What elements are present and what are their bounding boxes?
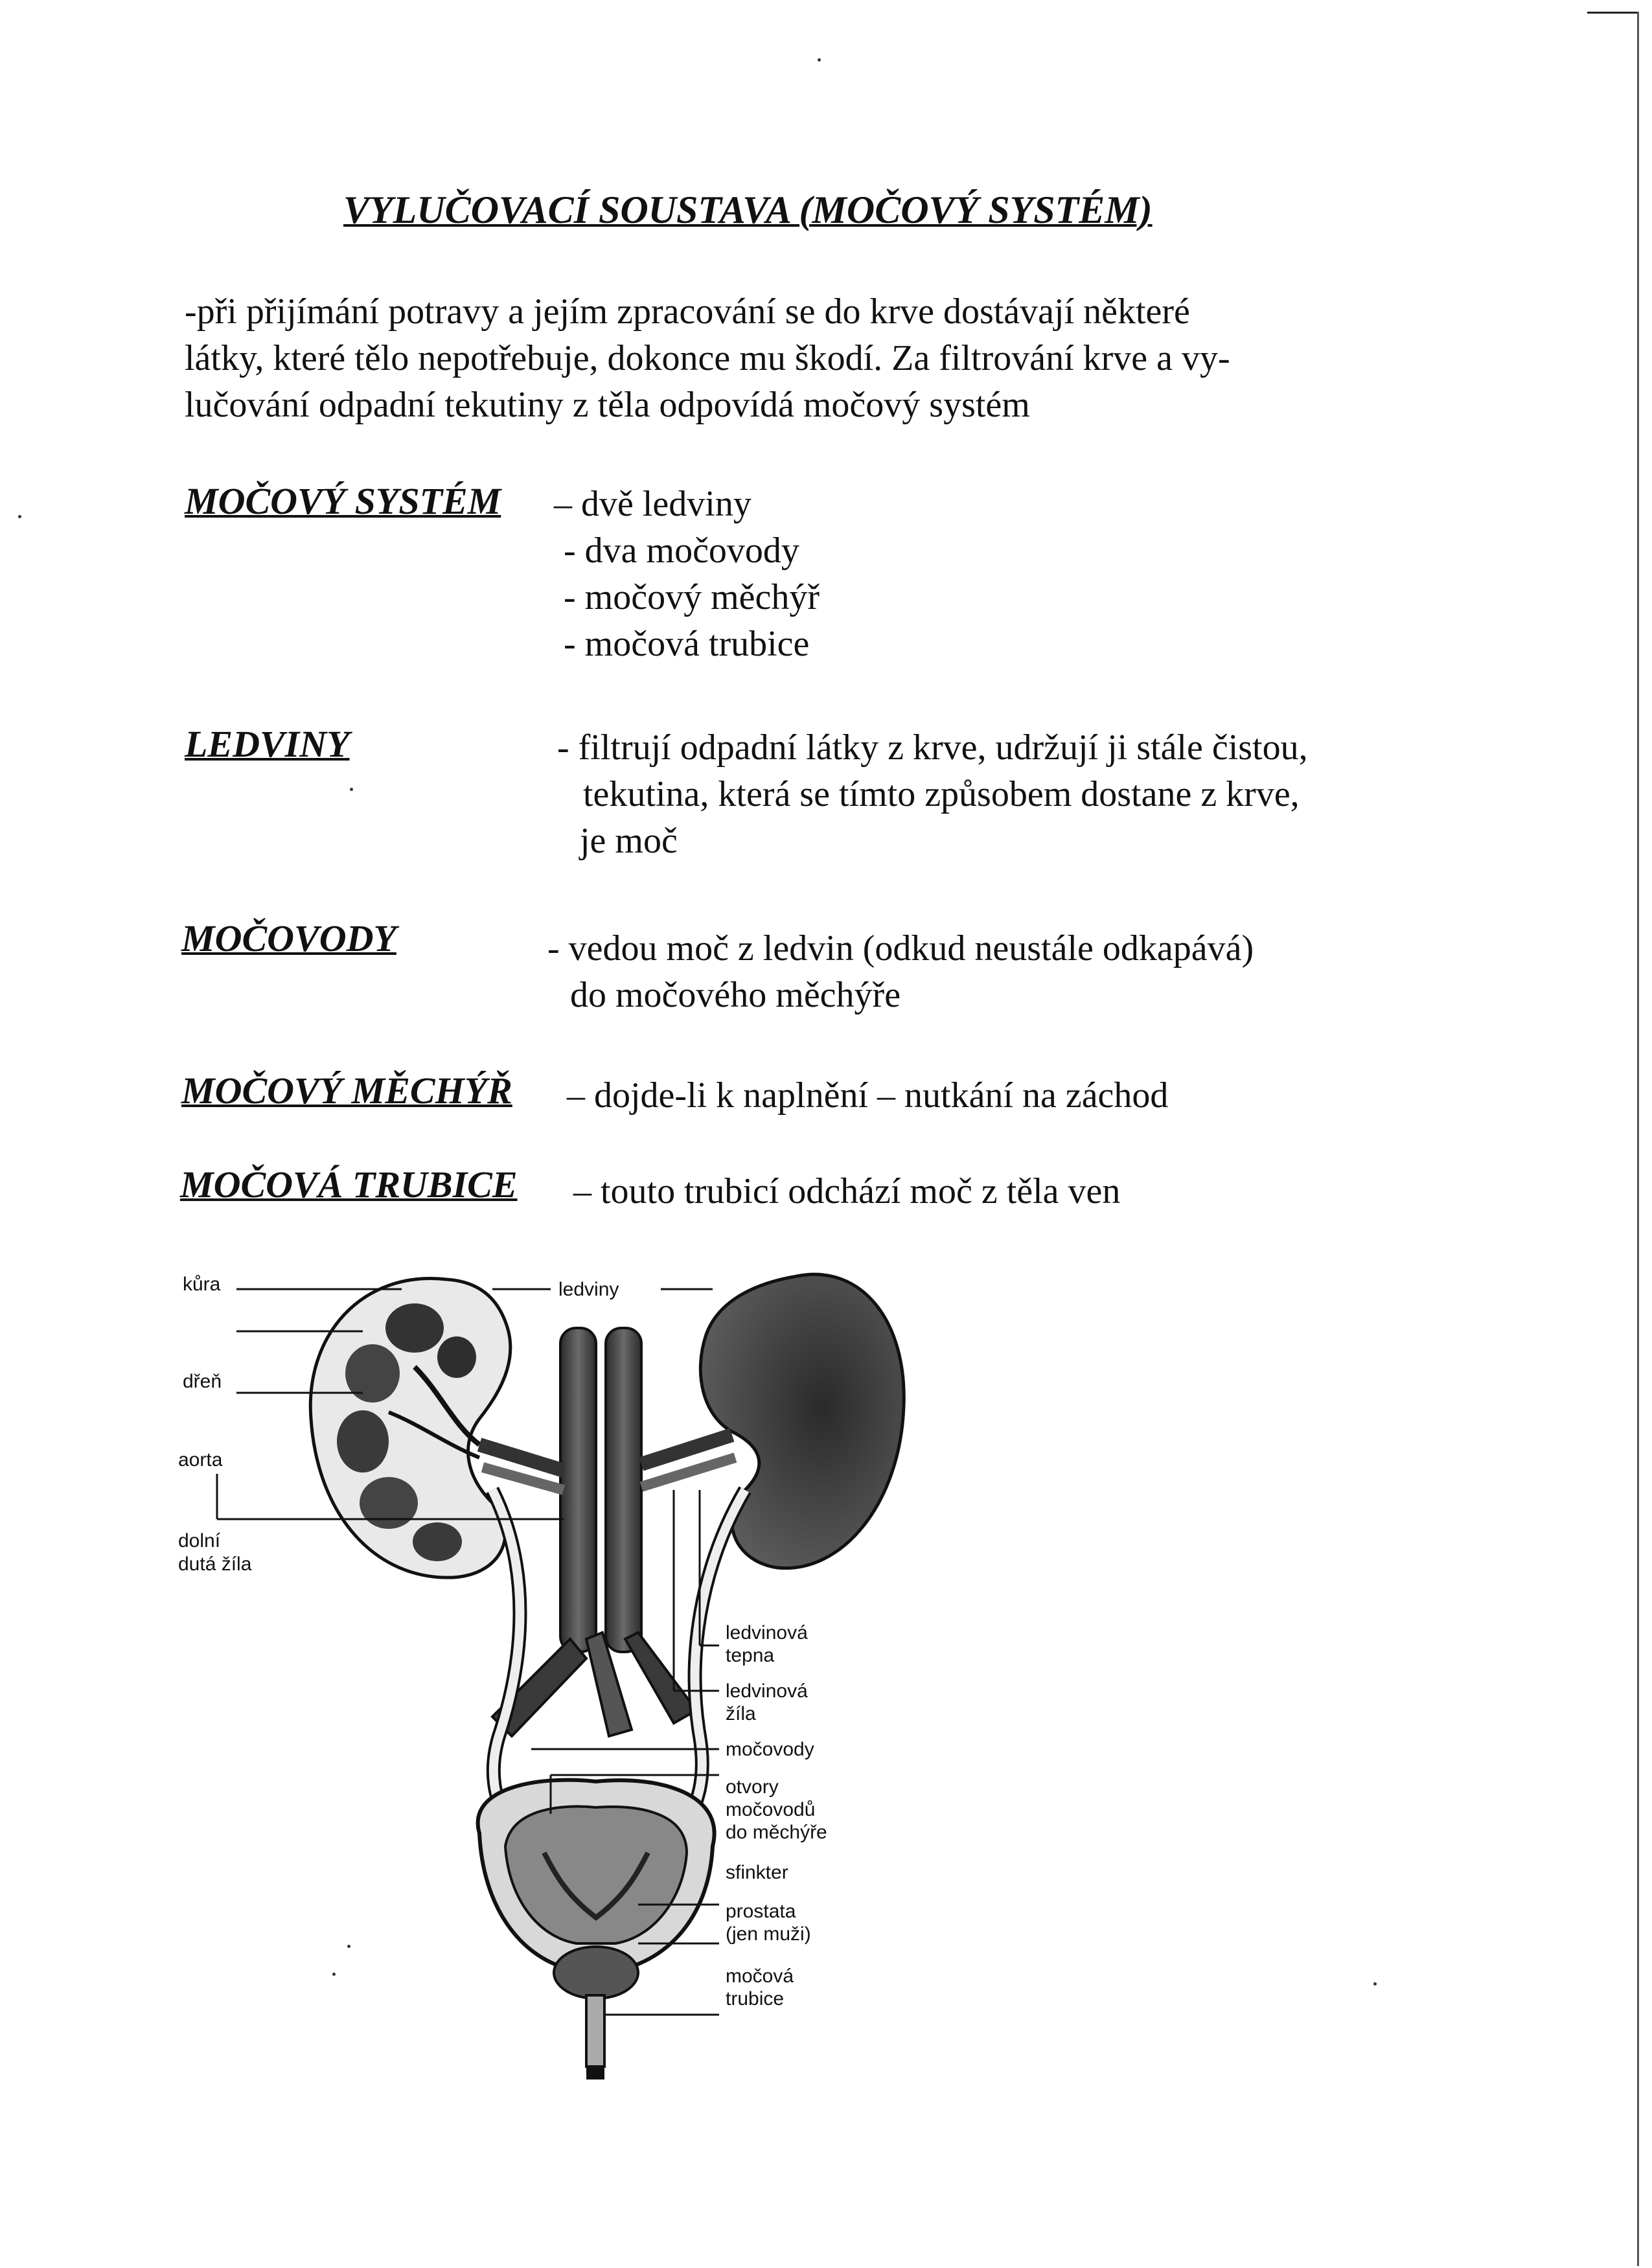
label-ledvinova-tepna-2: tepna — [726, 1645, 775, 1666]
description-line: je moč — [580, 821, 678, 861]
intro-line: -při přijímání potravy a jejím zpracování se do krve dostávají některé — [185, 292, 1190, 332]
list-item: - močová trubice — [564, 624, 810, 664]
label-mocova-trubice-1: močová — [726, 1965, 794, 1987]
label-sfinkter: sfinkter — [726, 1862, 788, 1883]
label-otvory-3: do měchýře — [726, 1822, 827, 1843]
label-mocovody: močovody — [726, 1739, 814, 1760]
mocovody-description — [547, 925, 1254, 1018]
label-dren: dřeň — [183, 1371, 222, 1392]
label-ledviny: ledviny — [558, 1279, 619, 1300]
list-item: - dva močovody — [564, 531, 799, 571]
label-dolni: dolní — [178, 1530, 221, 1552]
label-duta-zila: dutá žíla — [178, 1553, 252, 1575]
term-mocovy-system: MOČOVÝ SYSTÉM — [185, 480, 501, 522]
description-line: - filtrují odpadní látky z krve, udržují ji stále čistou, — [557, 727, 1308, 768]
label-kura: kůra — [183, 1274, 221, 1295]
term-mocova-trubice: MOČOVÁ TRUBICE — [180, 1163, 518, 1206]
label-otvory-2: močovodů — [726, 1799, 816, 1820]
label-ledvinova-zila-1: ledvinová — [726, 1680, 808, 1702]
description-line: - vedou moč z ledvin (odkud neustále odkapává) — [547, 928, 1254, 968]
scan-edge-top-line — [1587, 12, 1639, 14]
term-ledviny: LEDVINY — [185, 723, 350, 765]
label-prostata-1: prostata — [726, 1901, 796, 1922]
ledviny-description — [557, 724, 1308, 864]
label-ledvinova-tepna-1: ledvinová — [726, 1622, 808, 1644]
term-mocovy-mechyr: MOČOVÝ MĚCHÝŘ — [181, 1070, 512, 1112]
term-mocovody: MOČOVODY — [181, 917, 396, 959]
urinary-bladder — [478, 1780, 715, 2079]
mocova-trubice-description: – touto trubicí odchází moč z těla ven — [573, 1171, 1121, 1211]
intro-paragraph — [185, 288, 1448, 428]
list-item: – dvě ledviny — [554, 484, 751, 524]
label-mocova-trubice-2: trubice — [726, 1988, 785, 2010]
scan-speck — [818, 58, 821, 62]
scan-speck — [350, 788, 353, 791]
mocovy-system-list — [554, 481, 820, 667]
intro-line: látky, které tělo nepotřebuje, dokonce mu škodí. Za filtrování krve a vy- — [185, 338, 1230, 378]
label-prostata-2: (jen muži) — [726, 1923, 811, 1945]
page-title: VYLUČOVACÍ SOUSTAVA (MOČOVÝ SYSTÉM) — [343, 189, 1153, 231]
list-item: - močový měchýř — [564, 577, 820, 617]
label-ledvinova-zila-2: žíla — [726, 1703, 756, 1724]
description-line: do močového měchýře — [570, 975, 901, 1015]
label-aorta: aorta — [178, 1449, 223, 1471]
label-otvory-1: otvory — [726, 1776, 779, 1798]
aorta-and-vena-cava — [492, 1328, 696, 1736]
intro-line: lučování odpadní tekutiny z těla odpovídá močový systém — [185, 385, 1030, 425]
scan-speck — [18, 515, 21, 518]
left-kidney-cross-section — [310, 1279, 511, 1578]
mocovy-mechyr-description: – dojde-li k naplnění – nutkání na záchod — [567, 1075, 1169, 1116]
description-line: tekutina, která se tímto způsobem dostane z krve, — [583, 774, 1300, 814]
urinary-system-diagram — [0, 1218, 1652, 2086]
